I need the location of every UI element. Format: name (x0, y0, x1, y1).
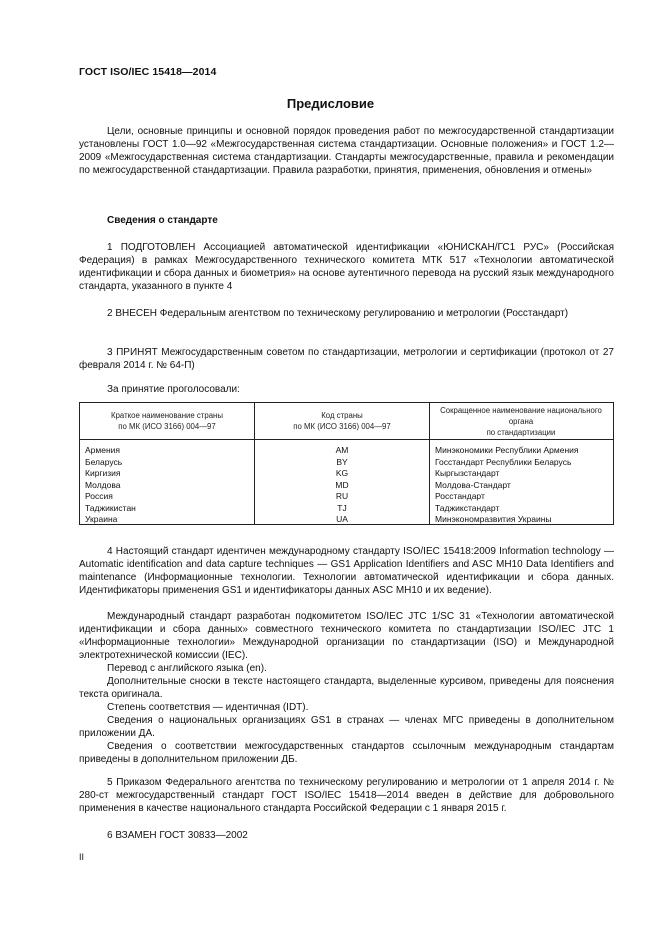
header-line: по МК (ИСО 3166) 004—97 (293, 422, 391, 431)
country-cell: Россия (85, 491, 113, 501)
paragraph-4: 4 Настоящий стандарт идентичен международному стандарту ISO/IEC 15418:2009 Information technology — Automatic identification and data capture techniques — GS1 Application Identifiers and ASC MH10 Data Identifiers and maintenance (Информационные технологии. Технологии автоматической идентификации и сбора данных. Идентификаторы применения GS1 и идентификаторы данных ASC MH10 и их ведение). (79, 546, 614, 596)
header-line: по стандартизации (486, 427, 556, 437)
countries-table (79, 402, 614, 525)
country-cell: Беларусь (85, 456, 123, 467)
country-cell: Молдова (85, 479, 121, 490)
country-column (80, 403, 254, 524)
paragraph-3: 3 ПРИНЯТ Межгосударственным советом по стандартизации, метрологии и сертификации (протокол от 27 февраля 2014 г. № 64-П) (79, 347, 614, 371)
body-cell: Кыргызстандарт (435, 468, 500, 478)
header-line: Код страны (321, 411, 363, 420)
paragraph-2: 2 ВНЕСЕН Федеральным агентством по техническому регулированию и метрологии (Росстандарт) (107, 308, 569, 319)
country-cell: Таджикистан (85, 502, 136, 513)
body-column (429, 403, 613, 524)
paragraph-6: 6 ВЗАМЕН ГОСТ 30833—2002 (107, 830, 248, 841)
body-cell: Минэкономразвития Украины (435, 514, 552, 524)
paragraph-4-references: Сведения о соответствии межгосударственных стандартов ссылочным международным стандартам приведены в дополнительном приложении ДБ. (79, 741, 614, 765)
intro-paragraph: Цели, основные принципы и основной порядок проведения работ по межгосударственной стандартизации установлены ГОСТ 1.0—92 «Межгосударственная система стандартизации. Основные положения» и ГОСТ 1.2—2009 «Межгосударственная система стандартизации. Стандарты межгосударственные, правила и рекомендации по межгосударственной стандартизации. Правила разработки, принятия, применения, обновления и отмены» (79, 126, 614, 176)
code-column-header (255, 403, 429, 440)
country-cell: Армения (85, 445, 121, 455)
paragraph-4-developer: Международный стандарт разработан подкомитетом ISO/IEC JTC 1/SC 31 «Технологии автоматической идентификации и сбора данных» совместного технического комитета по стандартизации ISO/IEC JTC 1 «Информационные технологии» Международной организации по стандартизации (ISO) и Международной электротехнической комиссии (IEC). (79, 611, 614, 661)
code-cell: RU (335, 491, 349, 501)
voted-label: За принятие проголосовали: (107, 384, 240, 395)
document-header: ГОСТ ISO/IEC 15418—2014 (79, 66, 217, 78)
paragraph-4-degree: Степень соответствия — идентичная (IDT). (107, 702, 309, 713)
paragraph-4-gs1: Сведения о национальных организациях GS1 в странах — членах МГС приведены в дополнительном приложении ДА. (79, 715, 614, 739)
code-cell: AM (335, 445, 349, 455)
paragraph-1: 1 ПОДГОТОВЛЕН Ассоциацией автоматической идентификации «ЮНИСКАН/ГС1 РУС» (Российская Федерация) в рамках Межгосударственного технического комитета МТК 517 «Технологии автоматической идентификации и сбора данных и биометрия» на основе аутентичного перевода на русский язык международного стандарта, указанного в пункте 4 (79, 242, 614, 292)
page-number: II (79, 852, 85, 862)
body-cell: Минэкономики Республики Армения (435, 445, 579, 455)
code-column (254, 403, 430, 524)
body-cell: Госстандарт Республики Беларусь (435, 456, 572, 467)
standard-info-heading: Сведения о стандарте (107, 215, 218, 226)
body-column-header (429, 403, 613, 440)
code-cell: UA (336, 514, 348, 524)
header-line: по МК (ИСО 3166) 004—97 (118, 422, 216, 431)
header-line: Сокращенное наименование национального органа (440, 405, 602, 426)
body-cell: Росстандарт (435, 491, 485, 501)
code-cell: TJ (337, 502, 347, 513)
body-cell: Молдова-Стандарт (435, 479, 511, 490)
country-cell: Украина (85, 514, 118, 524)
header-line: Краткое наименование страны (111, 411, 223, 420)
paragraph-4-footnotes: Дополнительные сноски в тексте настоящего стандарта, выделенные курсивом, приведены для пояснения текста оригинала. (79, 676, 614, 700)
paragraph-4-translation: Перевод с английского языка (en). (107, 663, 267, 674)
code-cell: MD (335, 479, 349, 490)
country-cell: Киргизия (85, 468, 121, 478)
code-cell: KG (335, 468, 349, 478)
code-cell: BY (336, 456, 348, 467)
page-title: Предисловие (286, 96, 375, 111)
country-column-header (80, 403, 254, 440)
paragraph-5: 5 Приказом Федерального агентства по техническому регулированию и метрологии от 1 апреля 2014 г. № 280-ст межгосударственный стандарт ГОСТ ISO/IEC 15418—2014 введен в действие для добровольного применения в качестве национального стандарта Российской Федерации с 1 января 2015 г. (79, 777, 614, 814)
body-cell: Таджикстандарт (435, 502, 500, 513)
